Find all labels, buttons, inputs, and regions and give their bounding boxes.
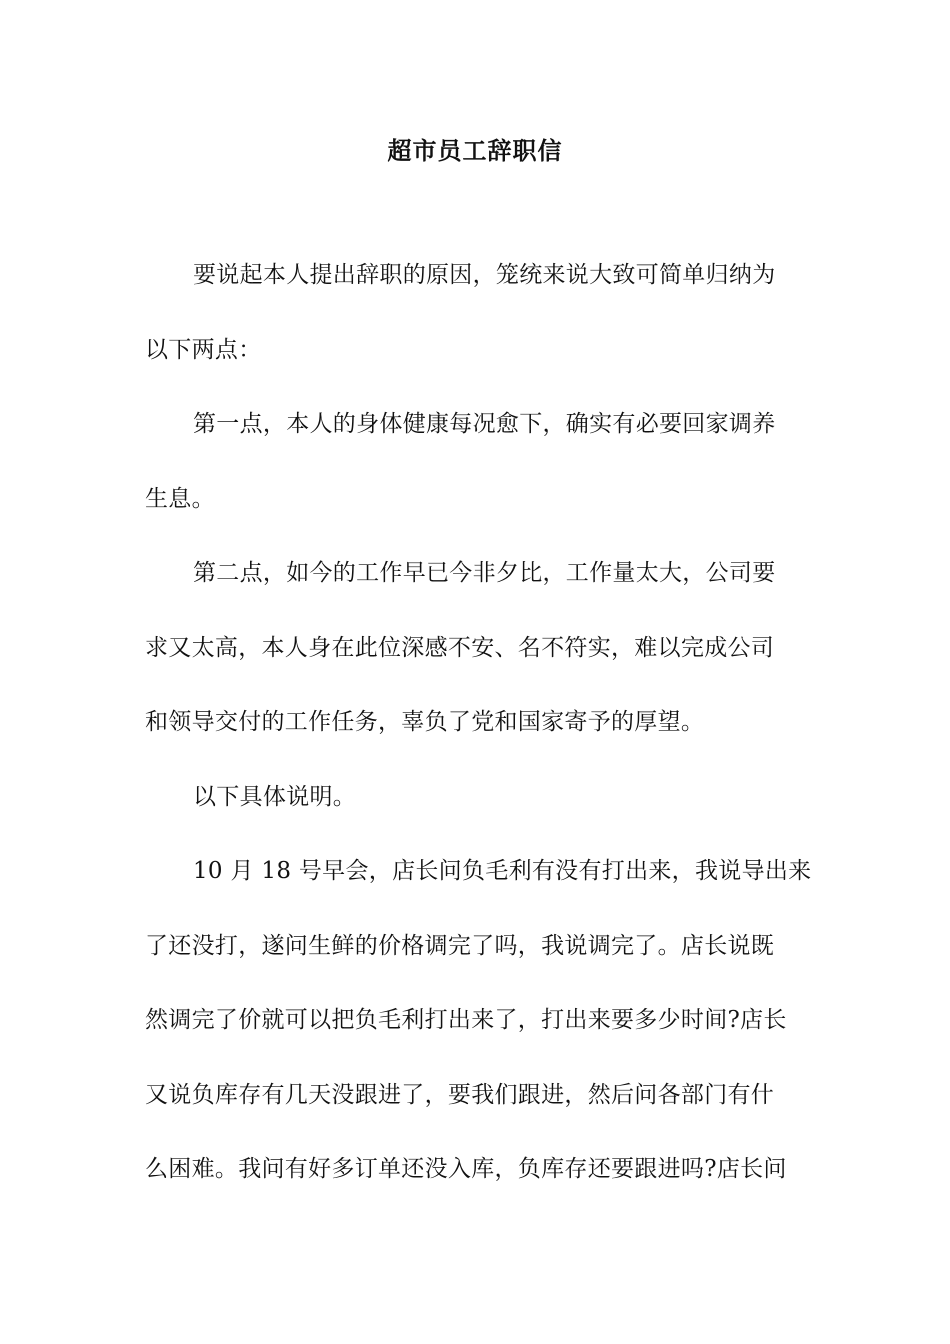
text-line: 然调完了价就可以把负毛利打出来了，打出来要多少时间?店长: [145, 1007, 787, 1033]
text-line: 以下两点：: [145, 336, 262, 363]
text-line: 了还没打，遂问生鲜的价格调完了吗，我说调完了。店长说既: [145, 932, 775, 959]
text-line: 么困难。我问有好多订单还没入库，负库存还要跟进吗?店长问: [145, 1156, 787, 1182]
document-title: 超市员工辞职信: [387, 136, 563, 165]
text-line: 生息。: [145, 485, 215, 512]
text-line: 要说起本人提出辞职的原因，笼统来说大致可简单归纳为: [193, 262, 776, 288]
text-line: 第二点，如今的工作早已今非夕比，工作量太大，公司要: [193, 560, 776, 586]
text-line: 和领导交付的工作任务，辜负了党和国家寄予的厚望。: [145, 709, 705, 735]
document-body: [145, 257, 812, 1226]
text-line: 又说负库存有几天没跟进了，要我们跟进，然后问各部门有什: [145, 1081, 775, 1108]
text-line: 第一点，本人的身体健康每况愈下，确实有必要回家调养: [193, 411, 776, 437]
text-line: 10 月 18 号早会，店长问负毛利有没有打出来，我说导出来: [193, 858, 812, 884]
text-line: 求又太高，本人身在此位深感不安、名不符实，难以完成公司: [145, 634, 775, 661]
text-line: 以下具体说明。: [193, 783, 357, 810]
